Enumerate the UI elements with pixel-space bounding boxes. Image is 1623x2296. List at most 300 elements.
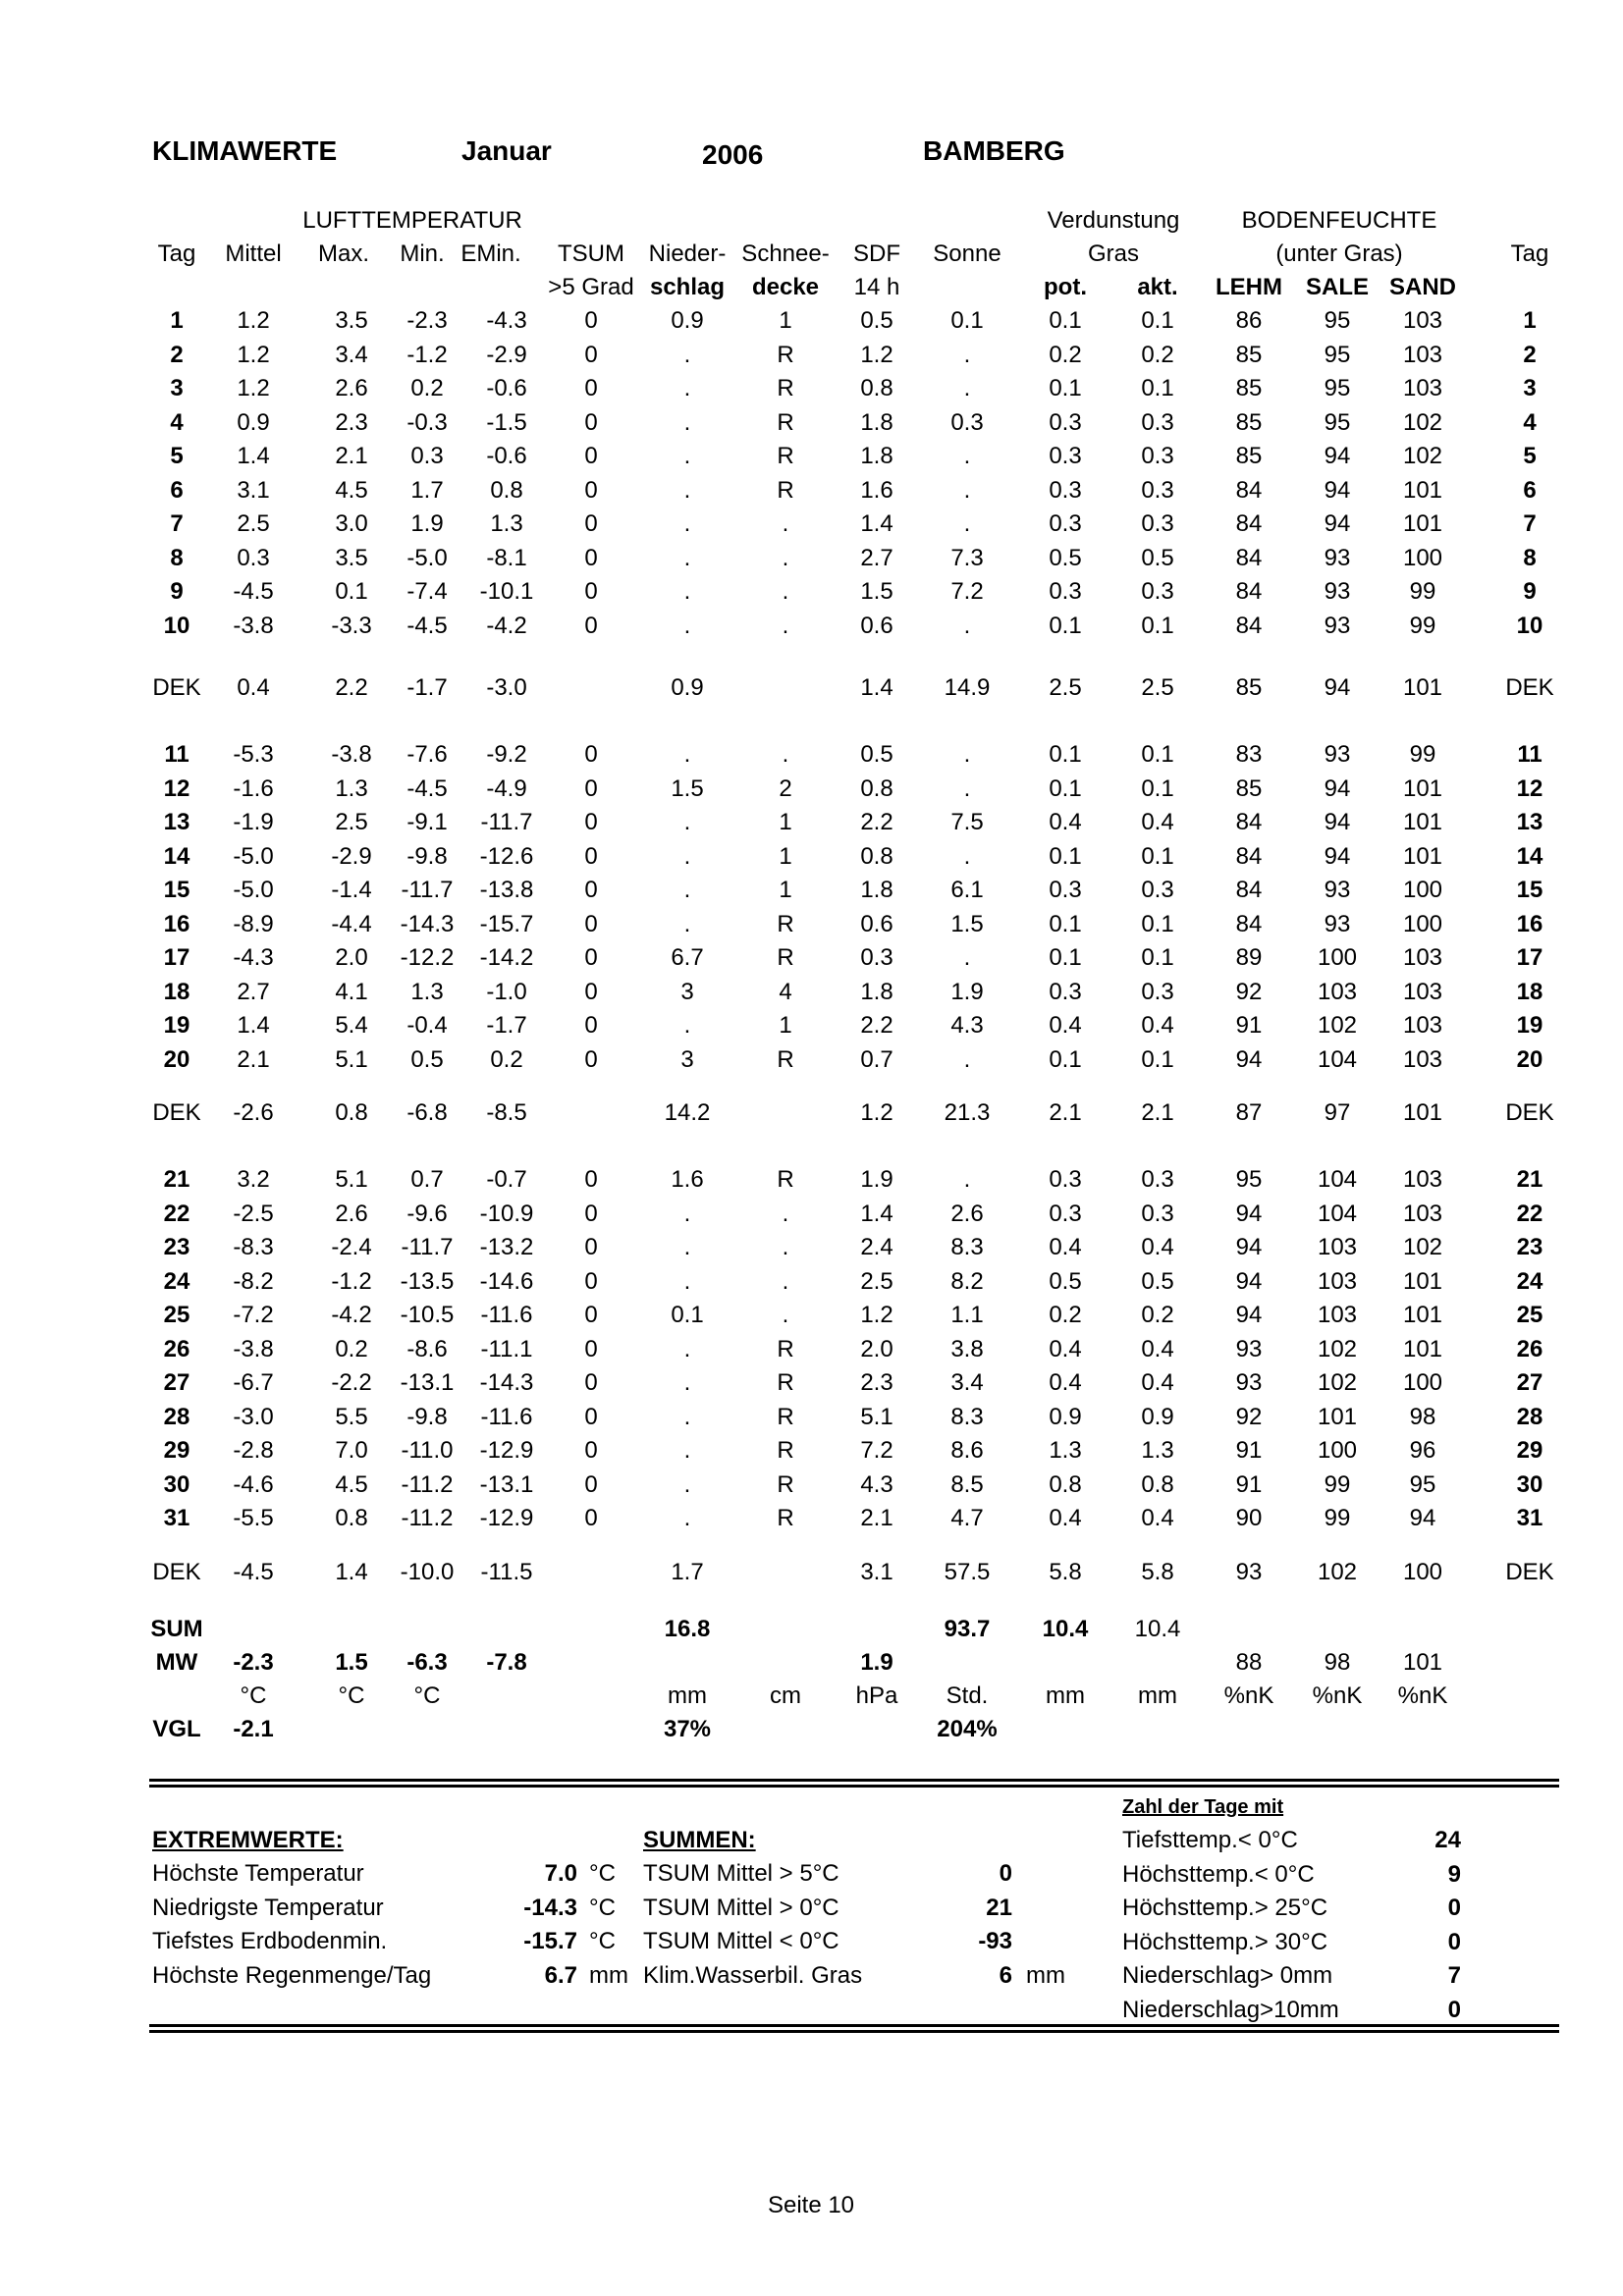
table-cell: . (683, 877, 691, 903)
table-cell: 100 (1317, 944, 1358, 971)
table-cell: 0 (584, 944, 598, 971)
summary-vgl-cell: -2.1 (233, 1716, 274, 1742)
table-cell: 103 (1317, 1234, 1358, 1260)
table-cell: 0 (584, 341, 598, 368)
table-cell: -1.5 (486, 408, 527, 436)
table-cell: 1.3 (490, 510, 523, 537)
separator-bottom-2 (149, 2030, 1559, 2033)
table-cell: 24 (163, 1267, 190, 1295)
sum-value: 6 (999, 1961, 1012, 1989)
table-cell: 1.6 (860, 476, 893, 504)
table-cell: 2.4 (860, 1234, 893, 1260)
table-cell: 101 (1402, 476, 1443, 504)
table-cell: 104 (1317, 1045, 1358, 1073)
table-cell: 1.3 (410, 978, 444, 1005)
table-cell: 104 (1317, 1200, 1358, 1227)
table-cell: -9.8 (406, 842, 448, 870)
table-cell: 0.4 (1049, 1234, 1082, 1260)
table-cell: . (963, 842, 971, 870)
table-cell: 7 (170, 510, 184, 537)
table-cell: -4.3 (233, 944, 274, 971)
table-cell: R (777, 341, 794, 368)
table-cell: 1.8 (860, 978, 893, 1005)
table-cell: . (963, 774, 971, 802)
table-cell: 19 (163, 1012, 190, 1039)
table-cell: 93 (1324, 741, 1351, 768)
table-cell: -13.1 (400, 1369, 455, 1396)
table-cell: 1 (779, 877, 792, 903)
table-cell: 2.6 (335, 375, 368, 401)
table-cell: 101 (1317, 1403, 1358, 1430)
table-cell: . (683, 741, 691, 768)
table-cell: 95 (1324, 307, 1351, 334)
table-cell: 0.4 (1141, 1505, 1174, 1531)
table-cell: 0 (584, 1166, 598, 1193)
table-cell: 0.3 (1141, 476, 1174, 504)
table-cell: -2.5 (233, 1200, 274, 1227)
table-cell: 0.5 (1141, 1267, 1174, 1295)
sum-value: 0 (999, 1860, 1012, 1887)
column-header: Nieder- (648, 240, 727, 267)
table-cell: 11 (164, 741, 189, 768)
table-cell: 28 (1516, 1403, 1543, 1430)
table-cell: 0.5 (1141, 544, 1174, 571)
decade-cell: 85 (1235, 674, 1263, 701)
table-cell: 95 (1324, 341, 1351, 368)
table-cell: 28 (163, 1403, 190, 1430)
report-year: 2006 (702, 139, 764, 170)
table-cell: 2.6 (950, 1200, 984, 1227)
summary-mw-cell: 1.5 (335, 1649, 368, 1676)
table-cell: 84 (1235, 578, 1263, 605)
table-cell: -2.9 (331, 842, 372, 870)
table-cell: 84 (1235, 476, 1263, 504)
table-cell: 0.8 (1141, 1470, 1174, 1498)
table-cell: -3.0 (233, 1403, 274, 1430)
table-cell: 0.3 (410, 443, 444, 469)
column-header: SDF (853, 240, 900, 267)
table-cell: 0.4 (1141, 1234, 1174, 1260)
summary-units-cell: mm (1046, 1682, 1085, 1709)
table-cell: -13.5 (400, 1267, 455, 1295)
table-cell: 1.2 (237, 375, 270, 401)
table-cell: 0.1 (671, 1302, 704, 1328)
column-header: Schnee- (741, 240, 830, 267)
table-cell: . (963, 944, 971, 971)
table-cell: . (683, 910, 691, 937)
table-cell: 0.2 (1049, 341, 1082, 368)
table-cell: 5 (1523, 443, 1537, 469)
table-cell: -1.2 (331, 1267, 372, 1295)
table-cell: -11.6 (480, 1302, 533, 1328)
table-cell: 0.3 (1141, 443, 1174, 469)
table-cell: 0.4 (1049, 1335, 1082, 1362)
table-cell: -1.4 (331, 877, 372, 903)
decade-cell: 100 (1402, 1559, 1443, 1585)
table-cell: 0.4 (1141, 1012, 1174, 1039)
table-cell: 84 (1235, 544, 1263, 571)
table-cell: 94 (1235, 1302, 1263, 1328)
table-cell: 0 (584, 877, 598, 903)
table-cell: 100 (1402, 1369, 1443, 1396)
table-cell: 0.2 (1141, 1302, 1174, 1328)
table-cell: 85 (1235, 443, 1263, 469)
table-cell: 94 (1235, 1234, 1263, 1260)
table-cell: 0.7 (410, 1166, 444, 1193)
summary-sum-cell: 10.4 (1134, 1616, 1181, 1642)
table-cell: 94 (1324, 443, 1351, 469)
table-cell: . (683, 544, 691, 571)
table-cell: 14 (163, 842, 190, 870)
table-cell: 93 (1324, 877, 1351, 903)
table-cell: R (777, 1505, 794, 1531)
summary-sum-cell: 10.4 (1042, 1616, 1089, 1642)
table-cell: 85 (1235, 408, 1263, 436)
decade-cell: DEK (152, 1559, 201, 1585)
extreme-value: -15.7 (523, 1928, 577, 1954)
table-cell: 3.4 (950, 1369, 984, 1396)
table-cell: 22 (163, 1200, 190, 1227)
table-cell: 0.2 (1141, 341, 1174, 368)
table-cell: 7.3 (950, 544, 984, 571)
table-cell: 30 (163, 1470, 190, 1498)
table-cell: 94 (1409, 1505, 1436, 1531)
table-cell: 2.1 (335, 443, 368, 469)
table-cell: 91 (1235, 1470, 1263, 1498)
column-header: Tag (157, 240, 196, 267)
table-cell: -8.1 (486, 544, 527, 571)
table-cell: -10.1 (479, 578, 534, 605)
decade-cell: 93 (1235, 1559, 1263, 1585)
table-cell: 0.2 (1049, 1302, 1082, 1328)
table-cell: 0.1 (1141, 842, 1174, 870)
table-cell: 0.1 (1049, 741, 1082, 768)
table-cell: . (963, 1045, 971, 1073)
summary-mw-cell: -6.3 (406, 1649, 448, 1676)
table-cell: 2.5 (335, 809, 368, 835)
table-cell: 2 (170, 341, 184, 368)
table-cell: 0.1 (1049, 774, 1082, 802)
table-cell: 3.5 (335, 307, 368, 334)
table-cell: -12.6 (479, 842, 534, 870)
table-cell: 0.4 (1049, 1012, 1082, 1039)
summary-mw-cell: -7.8 (486, 1649, 527, 1676)
table-cell: R (777, 1437, 794, 1464)
table-cell: 0.3 (1049, 476, 1082, 504)
table-cell: -3.3 (331, 612, 372, 639)
table-cell: 0 (584, 1045, 598, 1073)
summary-sum-cell: SUM (150, 1616, 203, 1642)
decade-cell: 94 (1324, 674, 1351, 701)
table-cell: 1.4 (237, 1012, 270, 1039)
table-cell: 2 (1523, 341, 1537, 368)
table-cell: 0.1 (1049, 375, 1082, 401)
table-cell: 9 (1523, 578, 1537, 605)
table-cell: 1 (779, 842, 792, 870)
table-cell: 0.5 (860, 307, 893, 334)
table-cell: 0.3 (1049, 1166, 1082, 1193)
table-cell: 0 (584, 1200, 598, 1227)
table-cell: 0.1 (950, 307, 984, 334)
table-cell: . (683, 809, 691, 835)
table-cell: 0.3 (1141, 578, 1174, 605)
table-cell: R (777, 1403, 794, 1430)
table-cell: 1.3 (1049, 1437, 1082, 1464)
table-cell: 8.6 (950, 1437, 984, 1464)
table-cell: 0.3 (237, 544, 270, 571)
table-cell: 0.4 (1049, 1369, 1082, 1396)
table-cell: 0 (584, 443, 598, 469)
table-cell: 5.1 (335, 1166, 368, 1193)
table-cell: 103 (1402, 978, 1443, 1005)
table-cell: 0.4 (1141, 809, 1174, 835)
table-cell: -4.2 (486, 612, 527, 639)
table-cell: . (683, 443, 691, 469)
table-cell: -8.2 (233, 1267, 274, 1295)
table-cell: 2.7 (237, 978, 270, 1005)
decade-cell: 1.2 (860, 1099, 893, 1126)
table-cell: 83 (1235, 741, 1263, 768)
decade-cell: DEK (152, 1099, 201, 1126)
table-cell: 3.2 (237, 1166, 270, 1193)
table-cell: 0.3 (1141, 1166, 1174, 1193)
table-cell: -11.7 (480, 809, 533, 835)
extreme-label: Niedrigste Temperatur (152, 1894, 384, 1921)
table-cell: 2 (779, 774, 792, 802)
report-month: Januar (461, 135, 552, 166)
table-cell: 0.3 (950, 408, 984, 436)
table-cell: 1.9 (410, 510, 444, 537)
table-cell: 0 (584, 1403, 598, 1430)
table-cell: 93 (1235, 1369, 1263, 1396)
decade-cell: 2.1 (1049, 1099, 1082, 1126)
table-cell: . (683, 1437, 691, 1464)
table-cell: 103 (1402, 1166, 1443, 1193)
table-cell: 0.1 (1141, 910, 1174, 937)
decade-cell: DEK (1505, 1099, 1554, 1126)
decade-cell: 0.4 (237, 674, 270, 701)
table-cell: 31 (1516, 1505, 1543, 1531)
table-cell: 21 (1516, 1166, 1543, 1193)
table-cell: 0.3 (1141, 1200, 1174, 1227)
table-cell: -11.2 (401, 1470, 454, 1498)
table-cell: 2.6 (335, 1200, 368, 1227)
table-cell: . (683, 1234, 691, 1260)
table-cell: R (777, 1045, 794, 1073)
column-header: TSUM (558, 240, 624, 267)
column-subheader: SALE (1305, 274, 1370, 300)
table-cell: 0.1 (1141, 307, 1174, 334)
extreme-label: Tiefstes Erdbodenmin. (152, 1928, 388, 1954)
table-cell: -14.3 (479, 1369, 534, 1396)
table-cell: 100 (1317, 1437, 1358, 1464)
table-cell: . (683, 1335, 691, 1362)
table-cell: 3 (1523, 375, 1537, 401)
table-cell: -0.4 (406, 1012, 448, 1039)
table-cell: 4 (170, 408, 184, 436)
table-cell: 99 (1324, 1505, 1351, 1531)
table-cell: 0.1 (1141, 944, 1174, 971)
table-cell: 0.8 (1049, 1470, 1082, 1498)
table-cell: 0.1 (1049, 842, 1082, 870)
group-bodenfeuchte: BODENFEUCHTE (1241, 207, 1437, 234)
table-cell: 3 (680, 1045, 694, 1073)
table-cell: 95 (1324, 408, 1351, 436)
table-cell: 90 (1235, 1505, 1263, 1531)
table-cell: 27 (163, 1369, 190, 1396)
table-cell: -5.0 (233, 842, 274, 870)
table-cell: 0 (584, 809, 598, 835)
table-cell: . (683, 1403, 691, 1430)
table-cell: 84 (1235, 910, 1263, 937)
table-cell: 3 (680, 978, 694, 1005)
decade-cell: DEK (1505, 1559, 1554, 1585)
table-cell: 101 (1402, 774, 1443, 802)
table-cell: . (782, 612, 789, 639)
table-cell: -1.9 (233, 809, 274, 835)
days-label: Niederschlag> 0mm (1122, 1962, 1333, 1989)
summary-units-cell: °C (240, 1682, 267, 1709)
table-cell: 26 (163, 1335, 190, 1362)
table-cell: 7.2 (950, 578, 984, 605)
table-cell: 1.3 (1141, 1437, 1174, 1464)
table-cell: -11.0 (401, 1437, 454, 1464)
report-title: KLIMAWERTE (152, 135, 338, 166)
decade-cell: -11.5 (480, 1559, 533, 1585)
table-cell: 0.9 (1141, 1403, 1174, 1430)
summary-units-cell: °C (338, 1682, 365, 1709)
table-cell: -8.3 (233, 1234, 274, 1260)
decade-cell: 0.9 (671, 674, 704, 701)
table-cell: -5.0 (406, 544, 448, 571)
table-cell: 0.1 (335, 578, 368, 605)
table-cell: 2.2 (860, 1012, 893, 1039)
table-cell: R (777, 408, 794, 436)
table-cell: -1.7 (486, 1012, 527, 1039)
table-cell: 4.5 (335, 1470, 368, 1498)
table-cell: 2.1 (860, 1505, 893, 1531)
table-cell: -0.3 (406, 408, 448, 436)
decade-cell: 101 (1402, 1099, 1443, 1126)
table-cell: . (683, 341, 691, 368)
decade-cell: DEK (1505, 674, 1554, 701)
table-cell: 25 (163, 1302, 190, 1328)
table-cell: -10.9 (479, 1200, 534, 1227)
table-cell: R (777, 1166, 794, 1193)
table-cell: 1.1 (950, 1302, 984, 1328)
table-cell: 99 (1409, 741, 1436, 768)
decade-cell: 87 (1235, 1099, 1263, 1126)
decade-cell: -8.5 (486, 1099, 527, 1126)
table-cell: 85 (1235, 375, 1263, 401)
table-cell: 0 (584, 307, 598, 334)
table-cell: 0.1 (1141, 1045, 1174, 1073)
table-cell: 95 (1324, 375, 1351, 401)
table-cell: 103 (1317, 978, 1358, 1005)
table-cell: 3.8 (950, 1335, 984, 1362)
table-cell: 0 (584, 476, 598, 504)
table-cell: 103 (1402, 1012, 1443, 1039)
table-cell: 6 (1523, 476, 1537, 504)
table-cell: 2.2 (860, 809, 893, 835)
table-cell: 0.3 (860, 944, 893, 971)
table-cell: -4.4 (331, 910, 372, 937)
table-cell: 94 (1235, 1045, 1263, 1073)
table-cell: 1.8 (860, 877, 893, 903)
table-cell: 0.1 (1141, 741, 1174, 768)
table-cell: 0 (584, 741, 598, 768)
table-cell: 5.5 (335, 1403, 368, 1430)
extreme-label: Höchste Temperatur (152, 1860, 364, 1887)
table-cell: 101 (1402, 1267, 1443, 1295)
table-cell: 19 (1516, 1012, 1543, 1039)
decade-cell: 102 (1317, 1559, 1358, 1585)
decade-cell: 3.1 (860, 1559, 893, 1585)
table-cell: 30 (1516, 1470, 1543, 1498)
table-cell: . (963, 341, 971, 368)
table-cell: 103 (1402, 307, 1443, 334)
table-cell: 0 (584, 408, 598, 436)
table-cell: . (683, 1369, 691, 1396)
table-cell: -14.2 (479, 944, 534, 971)
table-cell: -3.8 (233, 612, 274, 639)
table-cell: 84 (1235, 809, 1263, 835)
table-cell: 0 (584, 510, 598, 537)
column-header: Mittel (225, 240, 282, 267)
table-cell: 95 (1409, 1470, 1436, 1498)
table-cell: 103 (1402, 341, 1443, 368)
table-cell: 0 (584, 910, 598, 937)
table-cell: 5 (170, 443, 184, 469)
table-cell: . (683, 612, 691, 639)
table-cell: 0 (584, 1369, 598, 1396)
table-cell: 6 (170, 476, 184, 504)
table-cell: 0.2 (410, 375, 444, 401)
table-cell: 2.5 (860, 1267, 893, 1295)
column-subheader: schlag (649, 274, 726, 300)
table-cell: -1.0 (486, 978, 527, 1005)
separator-top-1 (149, 1779, 1559, 1782)
table-cell: 1.4 (237, 443, 270, 469)
table-cell: 0.2 (335, 1335, 368, 1362)
table-cell: 1 (779, 1012, 792, 1039)
table-cell: -2.9 (486, 341, 527, 368)
days-label: Tiefsttemp.< 0°C (1122, 1827, 1298, 1853)
table-cell: 1.5 (671, 774, 704, 802)
table-cell: 99 (1409, 578, 1436, 605)
table-cell: -11.2 (401, 1505, 454, 1531)
summary-mw-cell: 98 (1324, 1649, 1351, 1676)
decade-cell: -2.6 (233, 1099, 274, 1126)
summary-units-cell: °C (413, 1682, 441, 1709)
table-cell: 0.1 (1141, 774, 1174, 802)
table-cell: 13 (1516, 809, 1543, 835)
table-cell: 8 (170, 544, 184, 571)
table-cell: 11 (1517, 741, 1542, 768)
table-cell: 0.1 (1049, 944, 1082, 971)
table-cell: 0 (584, 842, 598, 870)
days-value: 0 (1447, 1996, 1461, 2023)
table-cell: 1.4 (860, 1200, 893, 1227)
table-cell: 3.4 (335, 341, 368, 368)
column-header: Min. (400, 240, 445, 267)
table-cell: 0.1 (1049, 1045, 1082, 1073)
table-cell: -5.5 (233, 1505, 274, 1531)
table-cell: 101 (1402, 842, 1443, 870)
summary-mw-cell: 1.9 (860, 1649, 893, 1676)
table-cell: -10.5 (400, 1302, 455, 1328)
extreme-unit: °C (589, 1928, 616, 1954)
